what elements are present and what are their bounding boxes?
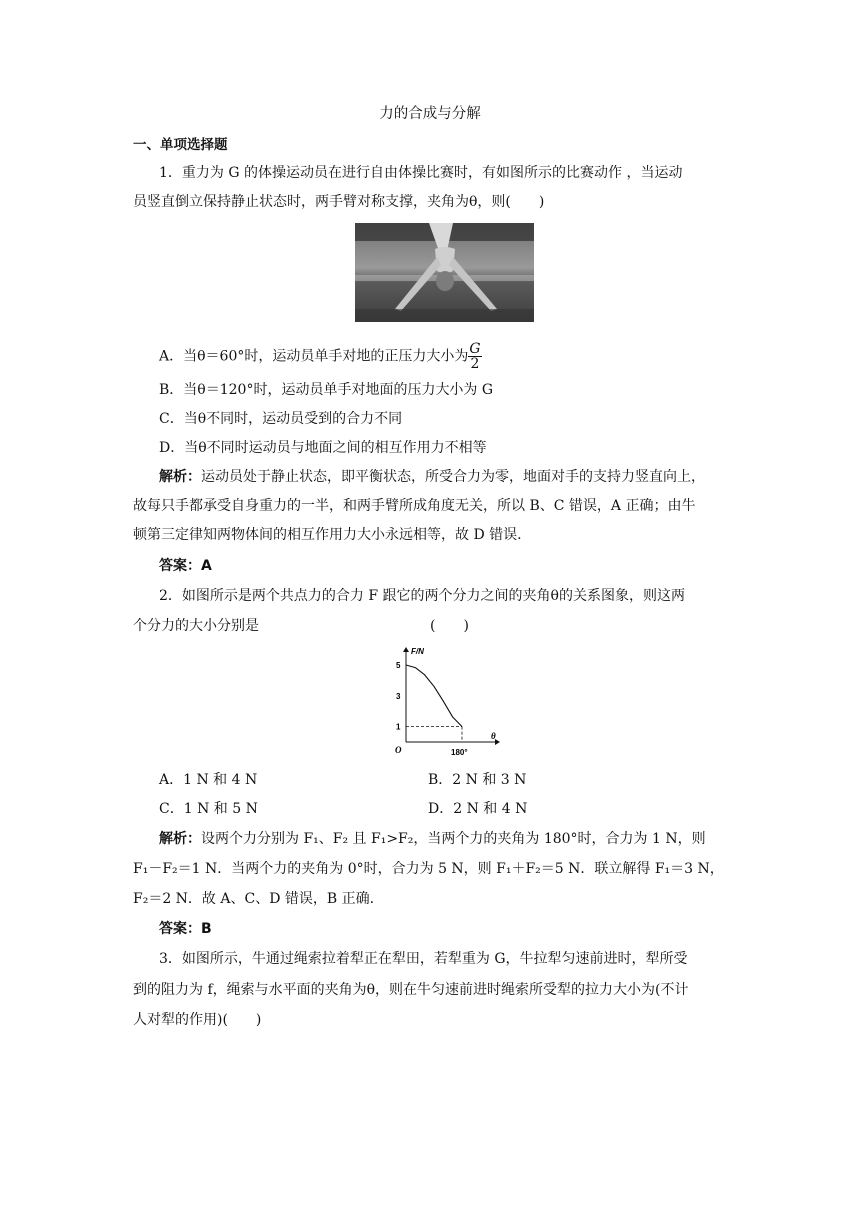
q1-option-a-text: A．当θ＝60°时，运动员单手对地的正压力大小为 [159,348,469,365]
q3-stem-line-3: 人对犁的作用)( ) [133,1012,262,1028]
q1-stem-line-2: 员竖直倒立保持静止状态时，两手臂对称支撑，夹角为θ，则( ) [133,194,545,210]
q2-option-c: C．1 N 和 5 N [159,801,258,817]
q2-answer: 答案：B [159,921,212,937]
analysis-text: 运动员处于静止状态，即平衡状态，所受合力为零，地面对手的支持力竖直向上， [201,469,705,485]
q1-option-d: D．当θ不同时运动员与地面之间的相互作用力不相等 [159,440,487,456]
y-tick-label: 3 [396,691,401,701]
q3-stem-line-1: 3．如图所示，牛通过绳索拉着犁正在犁田，若犁重为 G，牛拉犁匀速前进时，犁所受 [159,951,688,967]
graph-marks [406,665,462,742]
x-tick-label: 180° [451,748,468,757]
y-tick-label: 1 [396,722,401,732]
section-heading: 一、单项选择题 [133,137,228,153]
q1-option-c: C．当θ不同时，运动员受到的合力不同 [159,411,403,427]
q1-analysis-line-3: 顿第三定律知两物体间的相互作用力大小永远相等，故 D 错误. [133,527,522,543]
q2-stem-line-2: 个分力的大小分别是 [133,618,259,634]
q1-option-b: B．当θ＝120°时，运动员单手对地面的压力大小为 G [159,382,494,398]
q2-analysis-line-3: F₂＝2 N．故 A、C、D 错误，B 正确. [133,891,375,907]
x-axis-arrow [495,739,500,745]
q1-answer: 答案：A [159,558,212,574]
q2-analysis-line-2: F₁－F₂＝1 N．当两个力的夹角为 0°时，合力为 5 N，则 F₁＋F₂＝5 N．联立解得 F₁＝3 N， [133,861,724,877]
origin-label: O [395,745,402,755]
q2-analysis-line-1 [159,829,706,849]
fraction-denominator: 2 [470,356,480,372]
x-axis-label: θ [491,731,496,741]
analysis-text: 设两个力分别为 F₁、F₂ 且 F₁>F₂，当两个力的夹角为 180°时，合力为 1 N，则 [201,831,706,847]
q1-stem-line-1: 1．重力为 G 的体操运动员在进行自由体操比赛时，有如图所示的比赛动作 ，当运动 [159,165,683,181]
y-axis-arrow [403,647,409,652]
q2-option-b: B．2 N 和 3 N [428,772,527,788]
q2-stem-line-1: 2．如图所示是两个共点力的合力 F 跟它的两个分力之间的夹角θ的关系图象，则这两 [159,588,685,604]
q2-answer-paren: ( ) [430,618,469,634]
page-title: 力的合成与分解 [379,106,481,122]
graph-axes [395,647,500,757]
force-angle-graph [390,645,505,760]
series-line-0 [406,665,462,727]
q3-stem-line-2: 到的阻力为 f，绳索与水平面的夹角为θ，则在牛匀速前进时绳索所受犁的拉力大小为(不计 [133,982,689,998]
fraction-g-over-2 [468,342,481,371]
q2-option-a: A．1 N 和 4 N [159,772,258,788]
q2-option-d: D．2 N 和 4 N [428,801,528,817]
analysis-label: 解析： [159,831,201,847]
q1-analysis-line-1 [159,467,705,487]
gymnast-photo [355,223,534,322]
y-axis-label: F/N [411,647,424,656]
y-tick-label: 5 [396,661,401,670]
q1-analysis-line-2: 故每只手都承受自身重力的一半，和两手臂所成角度无关，所以 B、C 错误，A 正确；由牛 [133,498,696,514]
fraction-numerator: G [469,341,481,357]
q1-option-a [159,342,482,371]
analysis-label: 解析： [159,469,201,485]
